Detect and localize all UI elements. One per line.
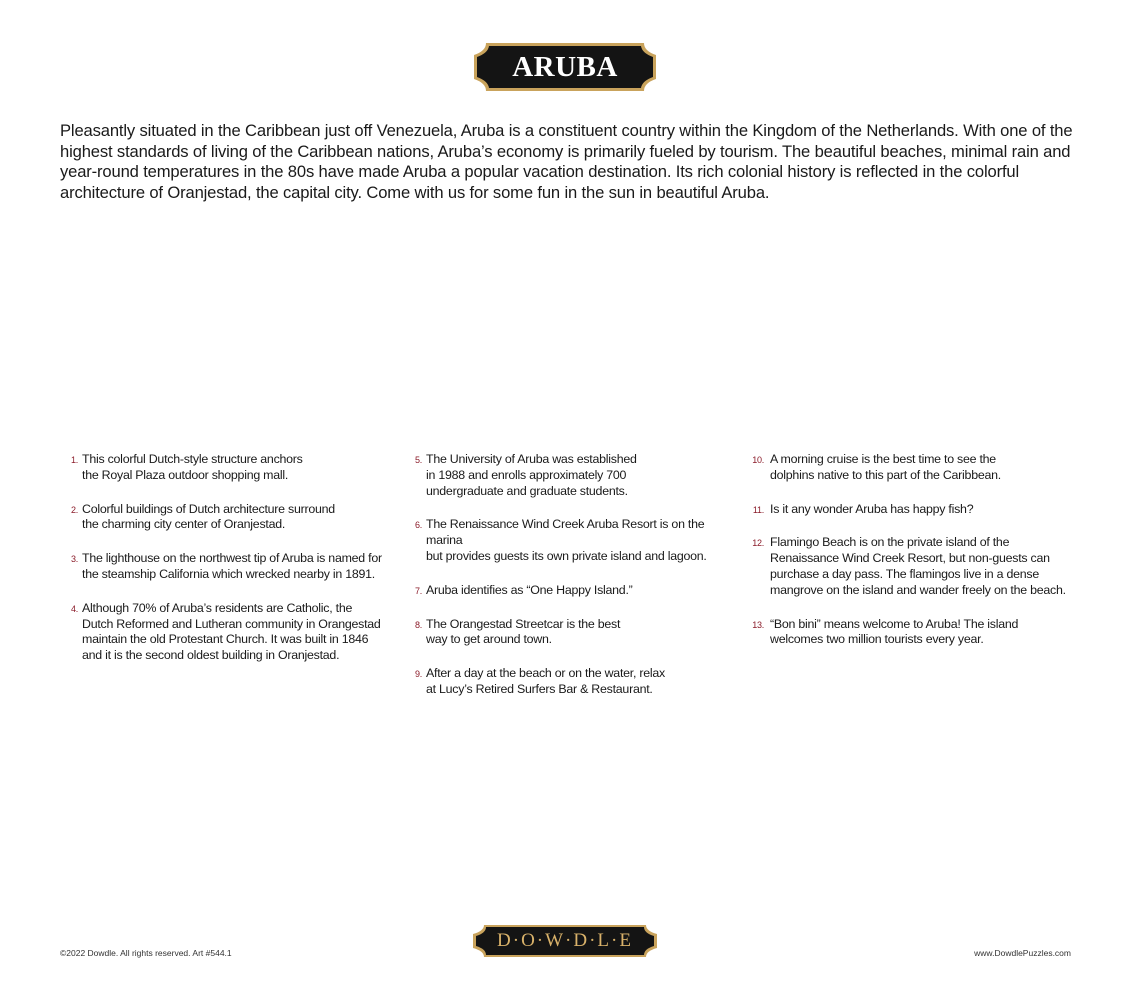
caption-column-1 — [64, 452, 394, 664]
caption-number: 6. — [414, 520, 422, 531]
caption-number: 1. — [70, 455, 78, 465]
caption-text: Flamingo Beach is on the private island of the Renaissance Wind Creek Resort, but non-guests can purchase a day pass. The flamingos live in a dense mangrove on the island and wander freely on the beach. — [770, 535, 1066, 597]
caption-text: Aruba identifies as “One Happy Island.” — [426, 582, 633, 597]
caption-item — [408, 452, 738, 499]
caption-column-2 — [408, 452, 738, 698]
caption-text: The lighthouse on the northwest tip of Aruba is named for the steamship California which wrecked nearby in 1891. — [82, 551, 382, 581]
caption-item — [64, 452, 394, 484]
caption-item — [408, 517, 738, 564]
logo-text: D·O·W·D·L·E — [497, 930, 633, 951]
caption-number: 11. — [752, 504, 764, 515]
caption-item — [750, 502, 1080, 518]
caption-text: The University of Aruba was established in 1988 and enrolls approximately 700 undergraduate and graduate students. — [426, 452, 637, 498]
caption-number: 10. — [752, 455, 764, 465]
caption-item — [408, 666, 738, 698]
caption-item — [750, 452, 1080, 484]
website-url: www.DowdlePuzzles.com — [974, 948, 1071, 958]
caption-item — [750, 535, 1080, 598]
dowdle-logo — [472, 924, 658, 958]
caption-text: Is it any wonder Aruba has happy fish? — [770, 501, 974, 516]
caption-item — [64, 601, 394, 664]
page-title: ARUBA — [512, 50, 618, 83]
caption-text: Colorful buildings of Dutch architecture surround the charming city center of Oranjestad. — [82, 501, 335, 532]
caption-column-3 — [750, 452, 1080, 648]
caption-text: After a day at the beach or on the water, relax at Lucy’s Retired Surfers Bar & Restaurant. — [426, 666, 665, 696]
caption-text: Although 70% of Aruba’s residents are Catholic, the Dutch Reformed and Lutheran community in Orangestad maintain the old Protestant Church. It was built in 1846 and it is the second oldest building in Oranjestad. — [82, 600, 381, 663]
caption-item — [408, 583, 738, 599]
caption-number: 13. — [752, 619, 764, 630]
caption-item — [64, 551, 394, 583]
caption-item — [64, 502, 394, 534]
caption-text: The Renaissance Wind Creek Aruba Resort is on the marina but provides guests its own private island and lagoon. — [426, 517, 707, 563]
caption-item — [750, 617, 1080, 649]
caption-item — [408, 617, 738, 649]
intro-paragraph: Pleasantly situated in the Caribbean just off Venezuela, Aruba is a constituent country within the Kingdom of the Netherlands. With one of the highest standards of living of the Caribbean nations, Aruba’s economy is primarily fueled by tourism. The beautiful beaches, minimal rain and year-round temperatures in the 80s have made Aruba a popular vacation destination. Its rich colonial history is reflected in the colorful architecture of Oranjestad, the capital city. Come with us for some fun in the sun in beautiful Aruba. — [60, 121, 1073, 202]
copyright-notice: ©2022 Dowdle. All rights reserved. Art #544.1 — [60, 948, 232, 958]
caption-number: 12. — [752, 538, 764, 549]
caption-text: This colorful Dutch-style structure anchors the Royal Plaza outdoor shopping mall. — [82, 452, 303, 482]
caption-number: 2. — [70, 504, 78, 515]
caption-number: 8. — [414, 619, 422, 630]
caption-text: The Orangestad Streetcar is the best way to get around town. — [426, 616, 621, 647]
caption-number: 5. — [414, 455, 422, 465]
caption-text: “Bon bini” means welcome to Aruba! The island welcomes two million tourists every year. — [770, 616, 1019, 647]
title-plaque — [472, 41, 658, 93]
caption-number: 9. — [414, 669, 422, 680]
caption-text: A morning cruise is the best time to see the dolphins native to this part of the Caribbean. — [770, 452, 1001, 482]
caption-number: 4. — [70, 603, 78, 614]
caption-number: 3. — [70, 554, 78, 565]
caption-number: 7. — [414, 585, 422, 596]
